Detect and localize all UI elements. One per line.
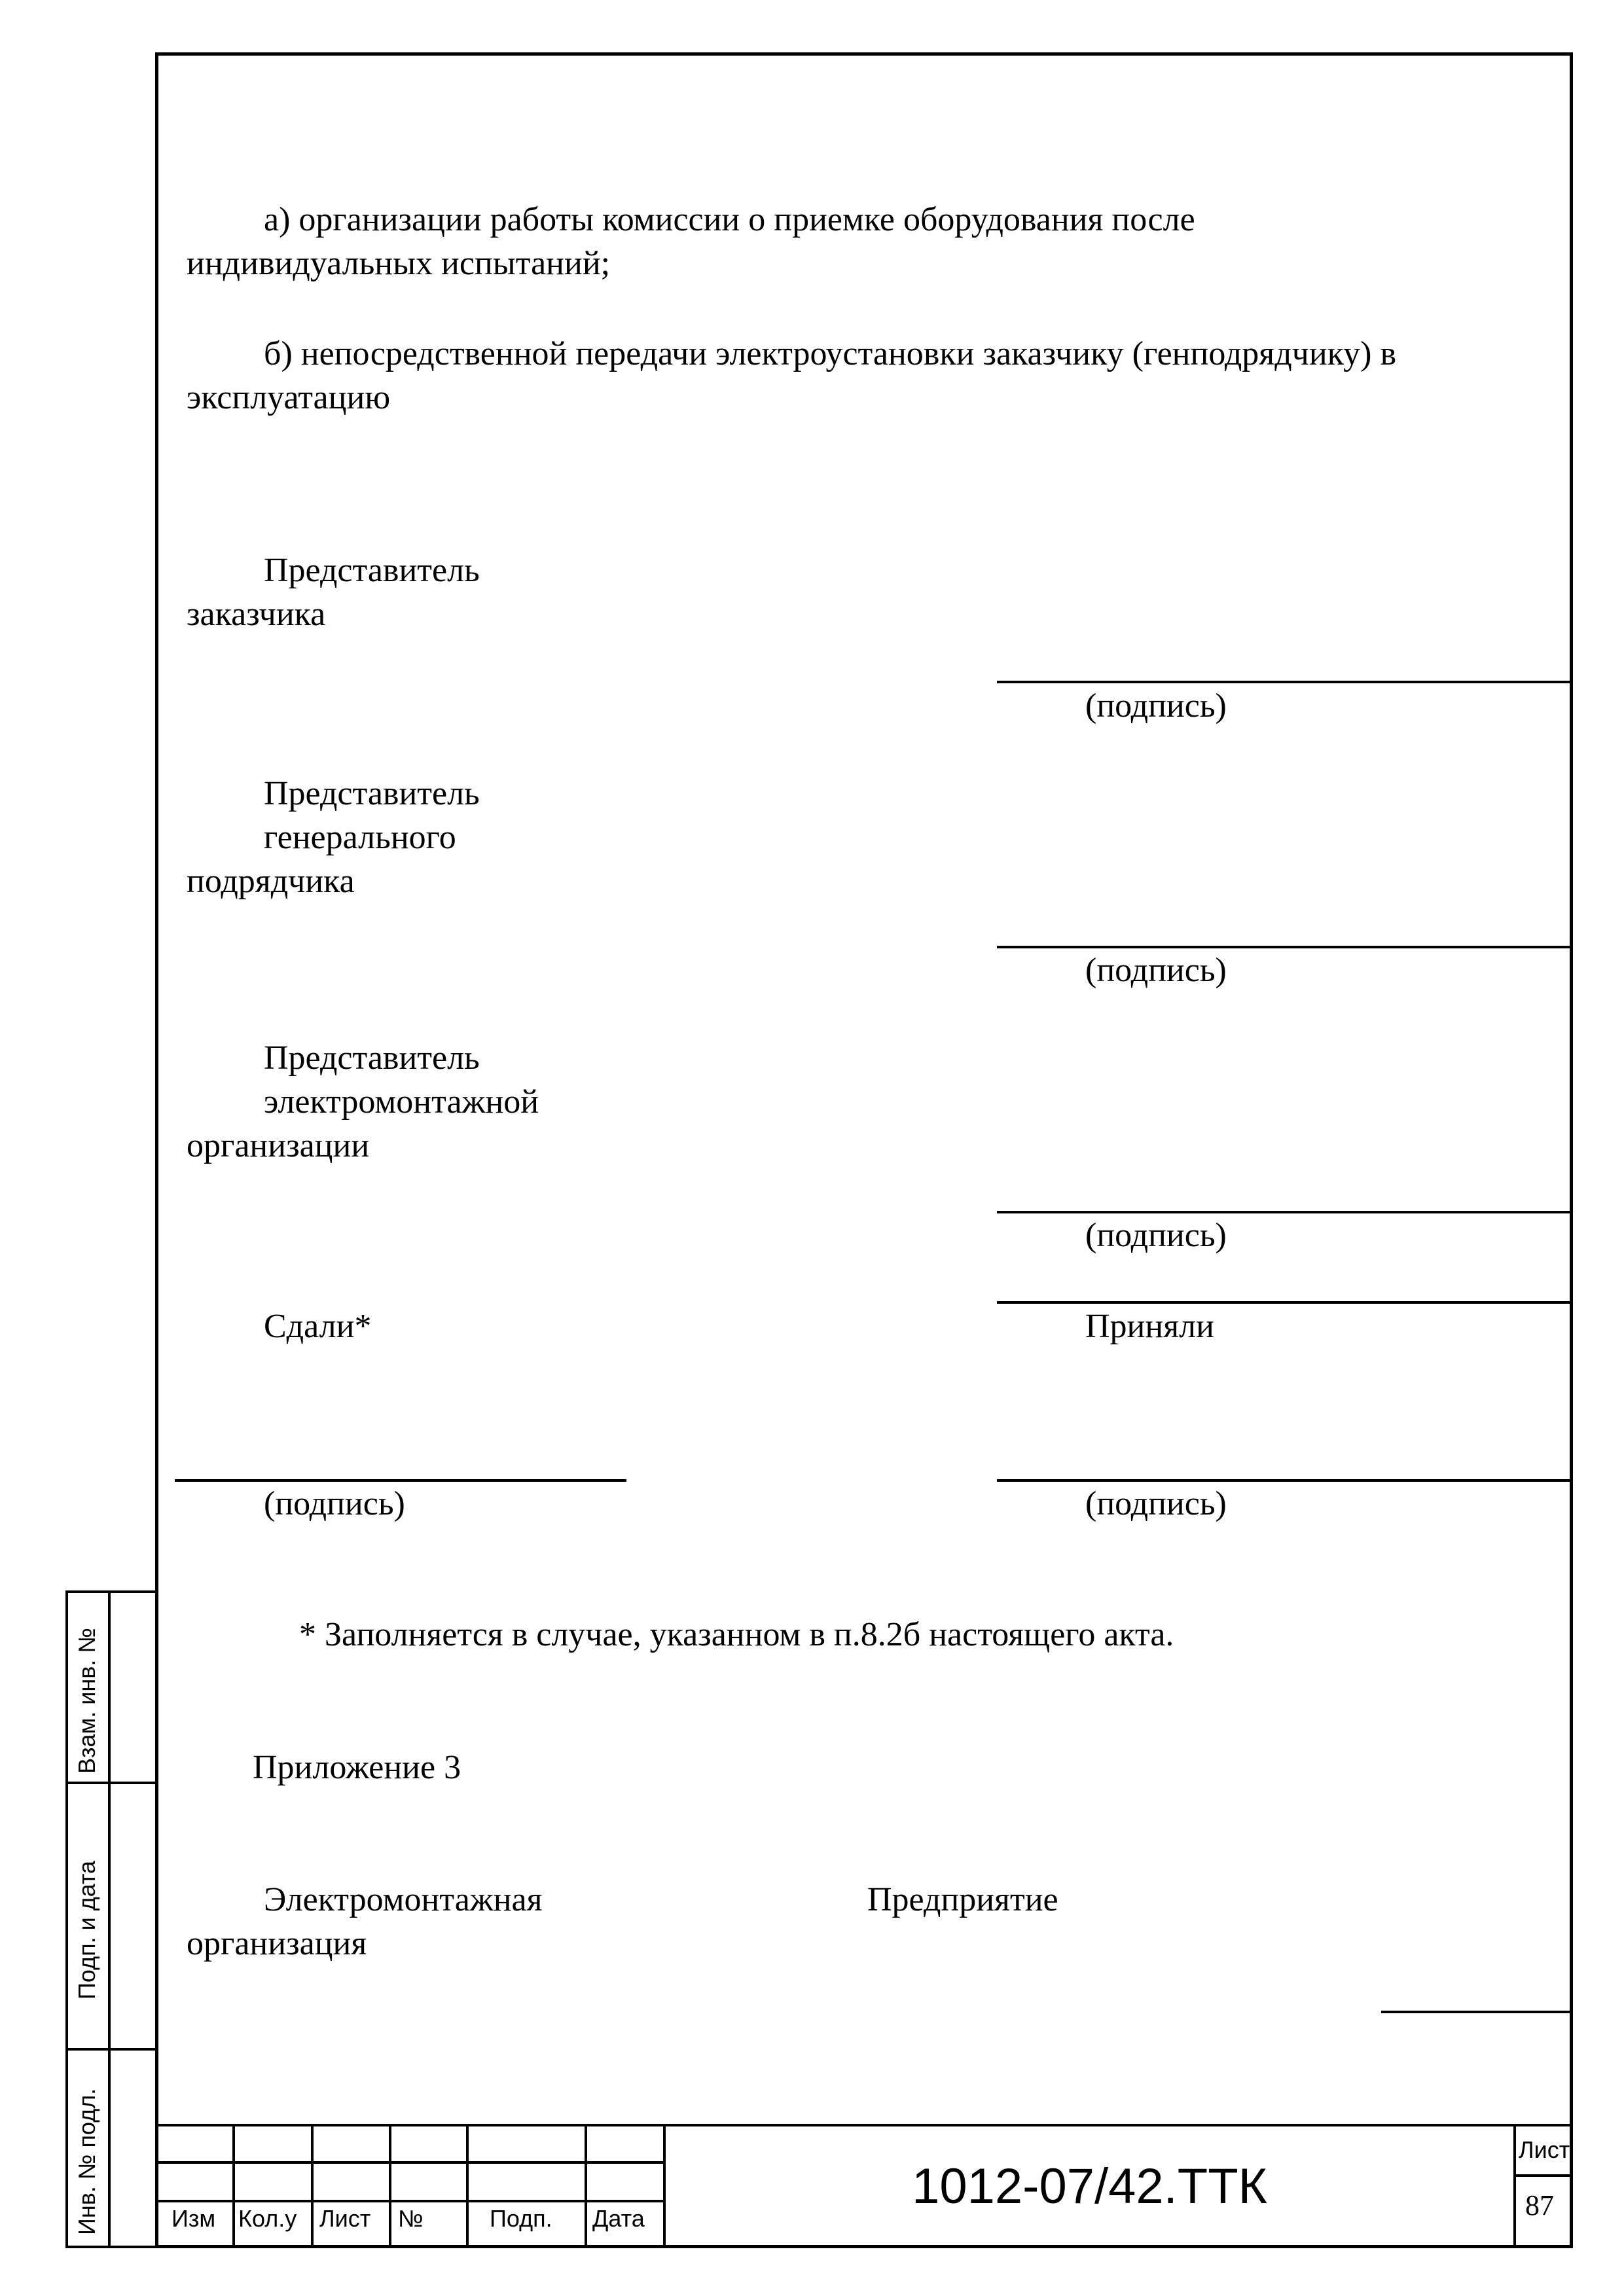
side-strip-outer-line (65, 1592, 68, 2248)
rep-electro-line2: электромонтажной (264, 1083, 539, 1121)
org-label-line2: организация (187, 1925, 367, 1962)
signature-line-accepted (997, 1479, 1573, 1482)
signature-label-3: (подпись) (1085, 1217, 1227, 1254)
rep-customer-line2: заказчика (187, 596, 326, 633)
signature-line-handed (175, 1479, 626, 1482)
appendix-title: Приложение 3 (253, 1749, 461, 1786)
rep-customer-line1: Представитель (264, 552, 480, 589)
side-label-sign-date: Подп. и дата (73, 1860, 100, 2000)
signature-line-2 (997, 946, 1573, 948)
side-strip-divider-1 (65, 1782, 158, 1784)
stamp-col-line-2 (311, 2124, 314, 2248)
side-strip-divider-2 (65, 2048, 158, 2051)
stamp-sheet-row-line (1513, 2174, 1573, 2177)
side-label-inv-replace: Взам. инв. № (73, 1627, 100, 1774)
rep-general-line3: подрядчика (187, 863, 355, 900)
rep-electro-line1: Представитель (264, 1039, 480, 1077)
accepted-label: Приняли (1085, 1308, 1214, 1345)
enterprise-signature-line (1381, 2011, 1573, 2013)
stamp-row-line-2 (155, 2200, 666, 2202)
rep-general-line2: генерального (264, 819, 456, 856)
sheet-number: 87 (1525, 2189, 1554, 2221)
stamp-col-izm: Изм (171, 2205, 216, 2232)
side-strip-inner-line (108, 1592, 111, 2248)
signature-line-3 (997, 1211, 1573, 1213)
side-strip-bottom-line (65, 2246, 158, 2248)
para-a-line2: индивидуальных испытаний; (187, 245, 611, 282)
para-b-line2: эксплуатацию (187, 379, 391, 416)
signature-label-2: (подпись) (1085, 952, 1227, 989)
stamp-col-line-5 (585, 2124, 587, 2248)
footnote: * Заполняется в случае, указанном в п.8.2б настоящего акта. (299, 1616, 1174, 1653)
signature-label-1: (подпись) (1085, 687, 1227, 725)
sheet-label: Лист (1519, 2136, 1570, 2163)
side-label-inv-original: Инв. № подл. (73, 2088, 100, 2235)
rep-electro-line3: организации (187, 1127, 370, 1164)
side-strip-top-line (65, 1590, 158, 1593)
stamp-row-line-1 (155, 2161, 666, 2164)
para-b-line1: б) непосредственной передачи электроустановки заказчику (генподрядчику) в (264, 335, 1397, 372)
stamp-col-line-3 (389, 2124, 391, 2248)
signature-line-accepted-top (997, 1301, 1573, 1304)
stamp-col-line-1 (232, 2124, 235, 2248)
stamp-sheet-col-line (1513, 2124, 1516, 2248)
stamp-col-sign: Подп. (490, 2205, 552, 2232)
signature-label-5: (подпись) (1085, 1485, 1227, 1522)
signature-line-1 (997, 681, 1573, 683)
org-label-line1: Электромонтажная (264, 1881, 543, 1918)
stamp-col-kolu: Кол.у (238, 2205, 297, 2232)
handed-over-label: Сдали* (264, 1308, 372, 1345)
enterprise-label: Предприятие (867, 1881, 1058, 1918)
rep-general-line1: Представитель (264, 775, 480, 812)
stamp-col-number: № (398, 2205, 424, 2232)
stamp-col-date: Дата (592, 2205, 645, 2232)
stamp-col-line-4 (466, 2124, 469, 2248)
document-code-box (666, 2124, 1513, 2248)
signature-label-4: (подпись) (264, 1485, 405, 1522)
stamp-col-list: Лист (319, 2205, 371, 2232)
document-code: 1012-07/42.ТТК (912, 2158, 1267, 2214)
para-a-line1: а) организации работы комиссии о приемке оборудования после (264, 201, 1195, 238)
